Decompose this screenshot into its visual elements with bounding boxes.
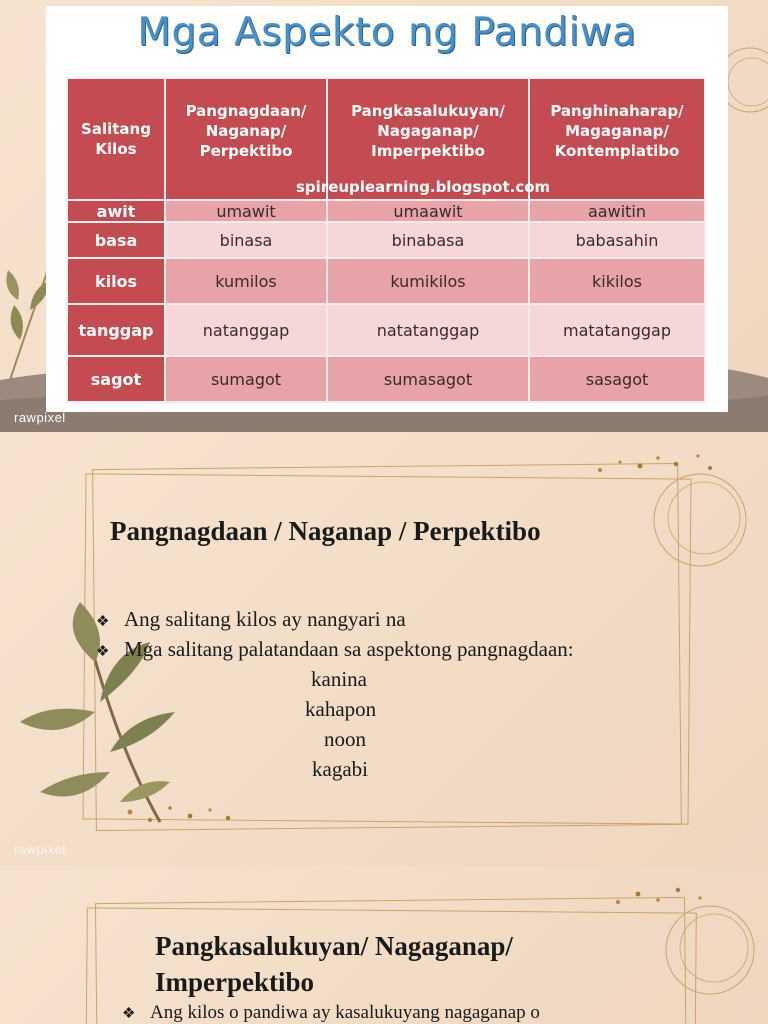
list-item: kanina bbox=[311, 667, 367, 691]
table-cell: umawit bbox=[165, 200, 327, 222]
gold-speckle-icon bbox=[110, 792, 260, 832]
diamond-bullet-icon: ❖ bbox=[96, 614, 110, 630]
list-item bbox=[96, 634, 574, 664]
table-cell: matatanggap bbox=[529, 304, 705, 356]
header-line: Pangkasalukuyan/ bbox=[351, 102, 505, 120]
rawpixel-credit: rawpixel bbox=[14, 842, 66, 857]
table-cell: binabasa bbox=[327, 222, 529, 258]
header-line: Kontemplatibo bbox=[554, 142, 680, 160]
table-cell: binasa bbox=[165, 222, 327, 258]
table-row bbox=[67, 200, 705, 222]
slide-pangnagdaan bbox=[0, 432, 768, 866]
header-line: Imperpektibo bbox=[371, 142, 485, 160]
slide-pangkasalukuyan bbox=[0, 866, 768, 1024]
table-cell: babasahin bbox=[529, 222, 705, 258]
bullet-text: Mga salitang palatandaan sa aspektong pangnagdaan: bbox=[124, 637, 574, 661]
bullet-list bbox=[96, 604, 574, 664]
list-item: noon bbox=[324, 727, 366, 751]
gold-speckle-icon bbox=[580, 442, 720, 482]
blog-watermark: spireuplearning.blogspot.com bbox=[296, 178, 551, 196]
bullet-text: Ang kilos o pandiwa ay kasalukuyang nagaganap o bbox=[150, 1002, 540, 1023]
gold-speckle-icon bbox=[600, 876, 730, 916]
list-item bbox=[96, 604, 574, 634]
table-cell: basa bbox=[67, 222, 165, 258]
header-line: Perpektibo bbox=[199, 142, 293, 160]
section-heading bbox=[155, 928, 513, 1000]
table-cell: umaawit bbox=[327, 200, 529, 222]
table-cell: awit bbox=[67, 200, 165, 222]
section-heading: Pangnagdaan / Naganap / Perpektibo bbox=[110, 516, 541, 546]
table-cell: kikilos bbox=[529, 258, 705, 304]
slide-title: Mga Aspekto ng Pandiwa bbox=[137, 10, 637, 55]
diamond-bullet-icon: ❖ bbox=[122, 1006, 136, 1022]
table-cell: kumikilos bbox=[327, 258, 529, 304]
table-cell: sagot bbox=[67, 356, 165, 402]
bullet-text: Ang salitang kilos ay nangyari na bbox=[124, 607, 406, 631]
header-line: Panghinaharap/ bbox=[550, 102, 684, 120]
header-line: Nagaganap/ bbox=[377, 122, 479, 140]
table-row bbox=[67, 304, 705, 356]
table-cell: tanggap bbox=[67, 304, 165, 356]
table-cell: aawitin bbox=[529, 200, 705, 222]
header-line: Magaganap/ bbox=[565, 122, 669, 140]
header-line: Kilos bbox=[95, 140, 137, 158]
table-header-cell bbox=[67, 78, 165, 200]
table-header-cell bbox=[529, 78, 705, 200]
rawpixel-credit: rawpixel bbox=[14, 410, 66, 425]
table-cell: kumilos bbox=[165, 258, 327, 304]
slide-aspekto-table bbox=[0, 0, 768, 432]
diamond-bullet-icon: ❖ bbox=[96, 644, 110, 660]
table-cell: kilos bbox=[67, 258, 165, 304]
header-line: Naganap/ bbox=[205, 122, 287, 140]
table-row bbox=[67, 258, 705, 304]
table-row bbox=[67, 356, 705, 402]
table-cell: natanggap bbox=[165, 304, 327, 356]
header-line: Salitang bbox=[81, 120, 151, 138]
table-cell: sumasagot bbox=[327, 356, 529, 402]
list-item: kahapon bbox=[305, 697, 377, 721]
aspekto-table bbox=[66, 77, 706, 403]
list-item: kagabi bbox=[312, 757, 368, 781]
table-row bbox=[67, 222, 705, 258]
heading-line: Imperpektibo bbox=[155, 967, 315, 997]
list-item bbox=[122, 1002, 540, 1024]
header-line: Pangnagdaan/ bbox=[185, 102, 307, 120]
table-cell: sumagot bbox=[165, 356, 327, 402]
heading-line: Pangkasalukuyan/ Nagaganap/ bbox=[155, 931, 513, 961]
table-cell: natatanggap bbox=[327, 304, 529, 356]
table-cell: sasagot bbox=[529, 356, 705, 402]
